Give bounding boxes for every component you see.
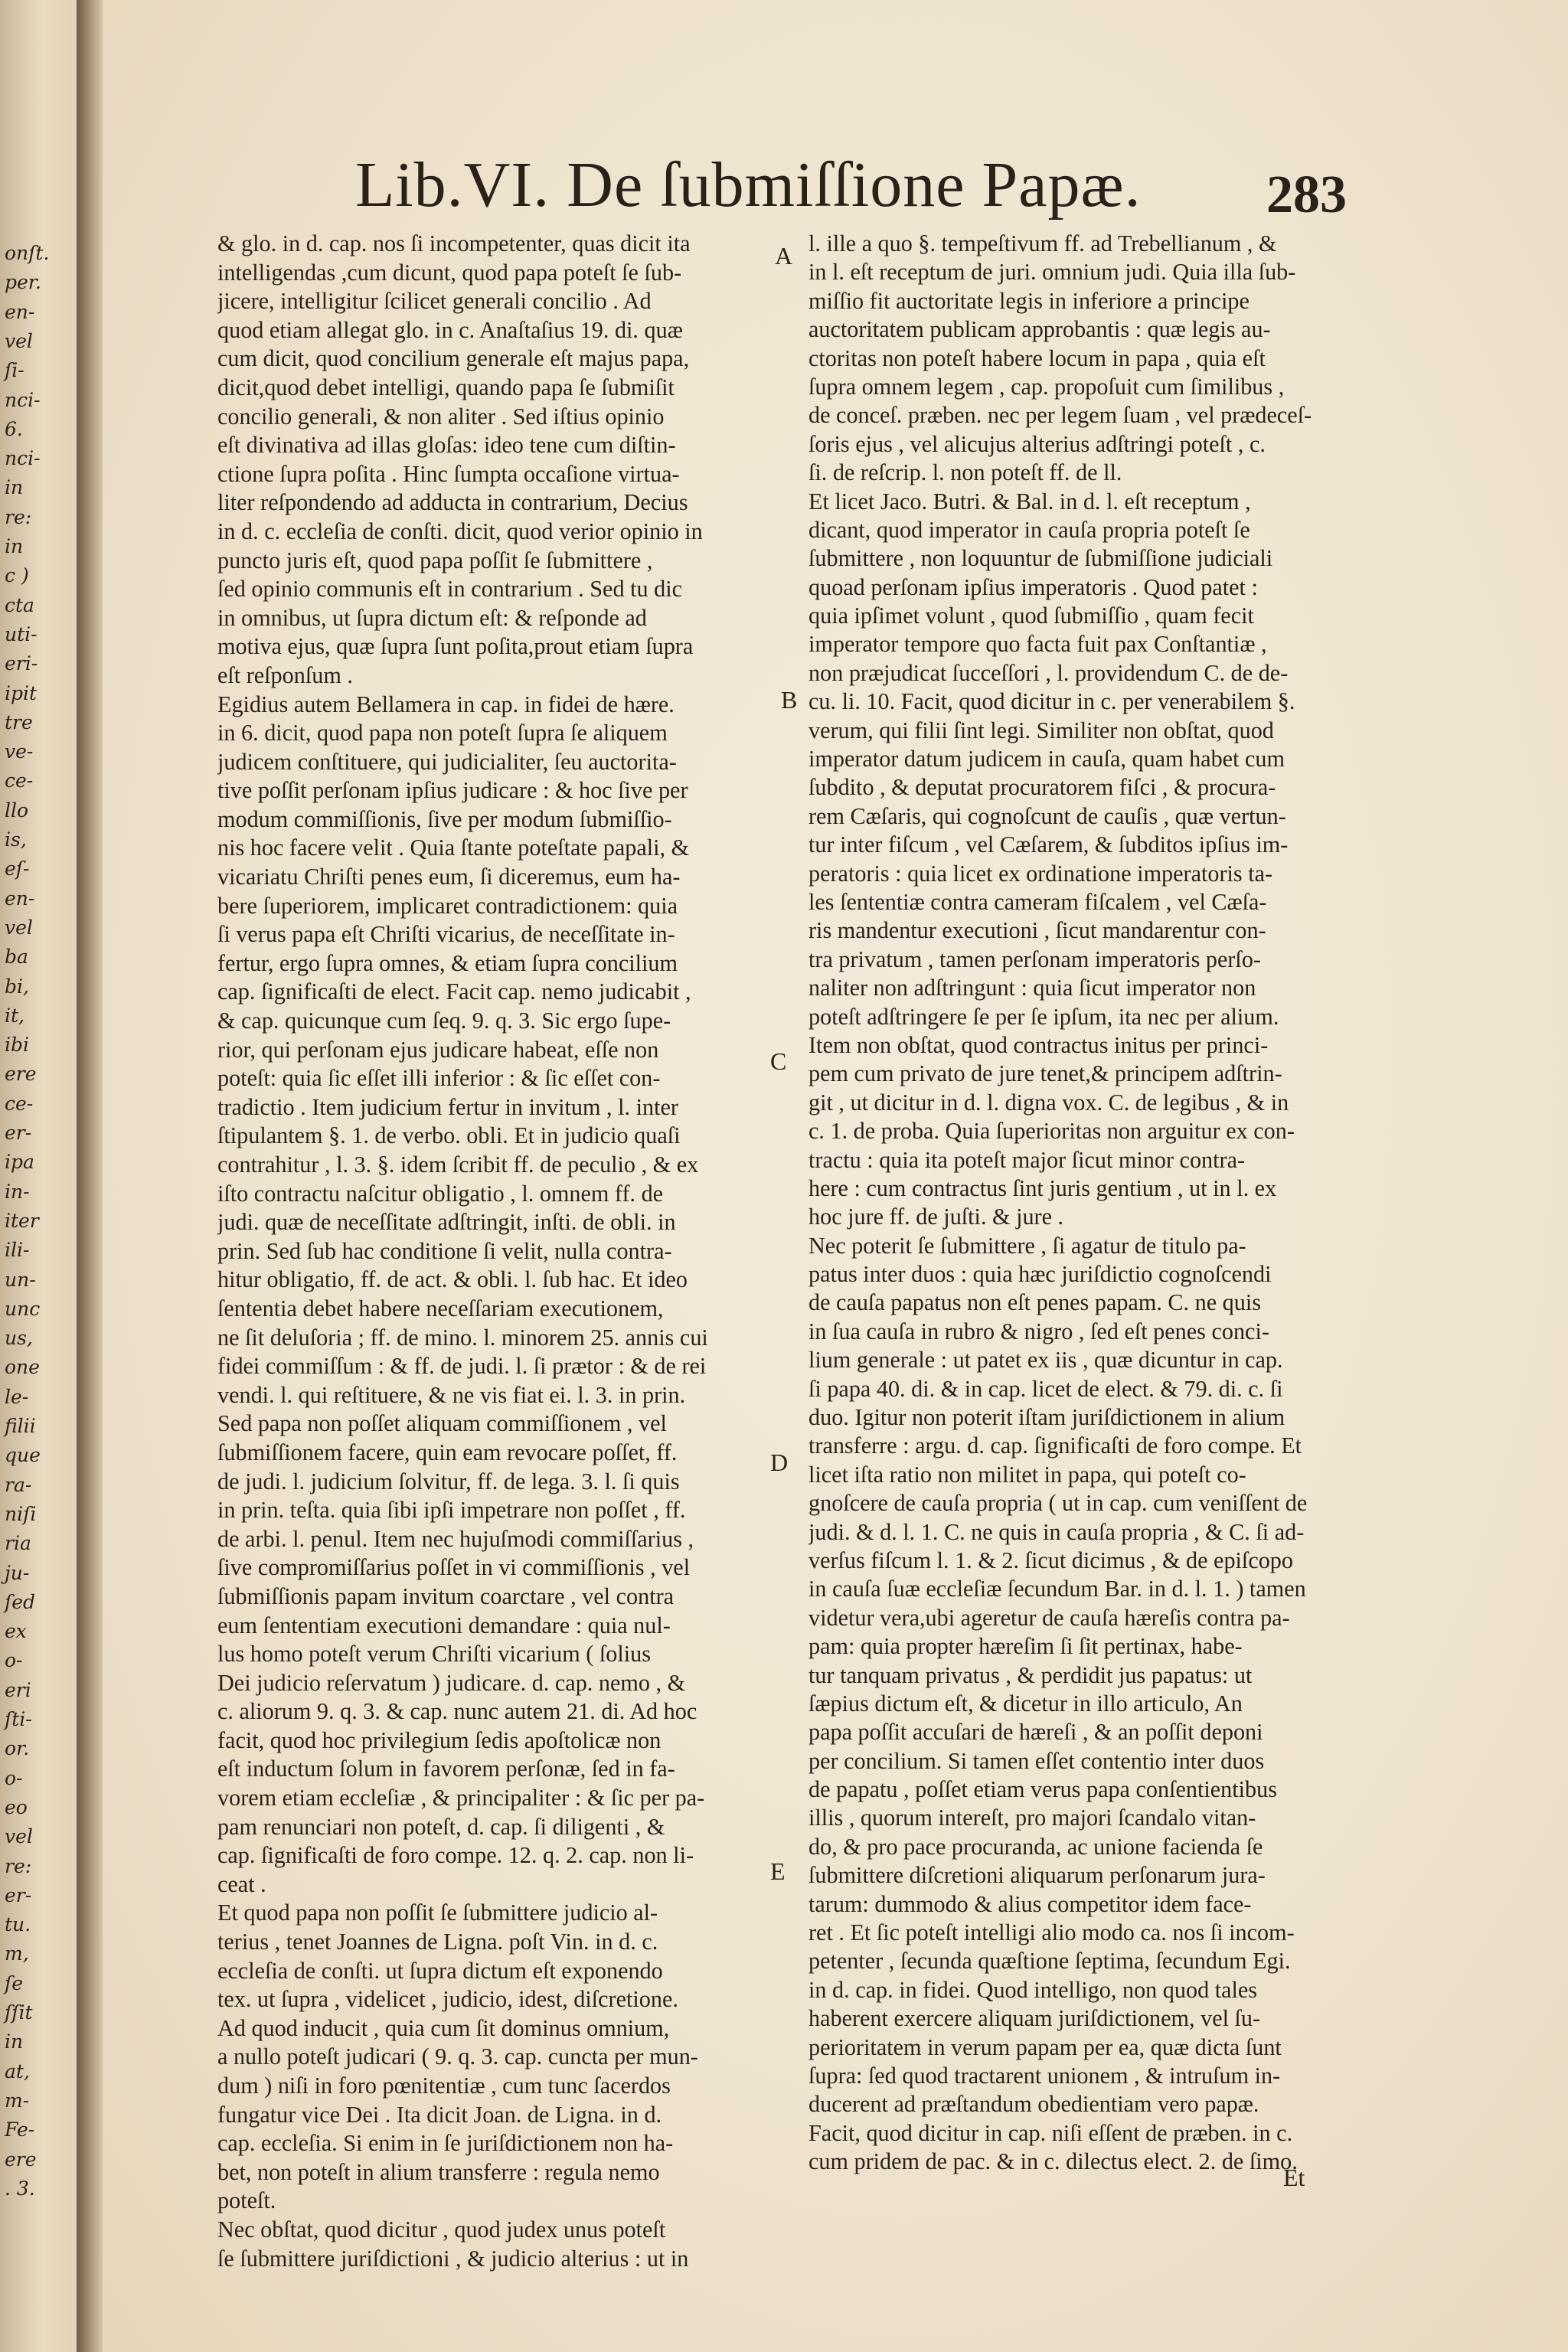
- text-line: bet, non poteſt in alium transferre : regula nemo: [217, 2158, 660, 2185]
- text-line: cum dicit, quod concilium generale eſt majus papa,: [217, 345, 690, 372]
- text-line: tive poſſit perſonam ipſius judicare : & hoc ſive per: [217, 777, 688, 804]
- facing-page-fragment: niſi: [5, 1502, 37, 1525]
- text-line: in 6. dicit, quod papa non poteſt ſupra ſe aliquem: [217, 720, 668, 746]
- facing-page-fragment: ex: [5, 1620, 27, 1643]
- text-line: Nec poterit ſe ſubmittere , ſi agatur de titulo pa-: [808, 1232, 1246, 1259]
- text-line: hoc jure ff. de juſti. & jure .: [808, 1204, 1064, 1230]
- facing-page-fragment: le-: [5, 1385, 29, 1408]
- facing-page-fragment: ſe: [5, 1971, 24, 1994]
- facing-page-fragment: vel: [5, 1825, 33, 1848]
- facing-page-fragment: ere: [5, 2148, 37, 2171]
- text-line: judi. & d. l. 1. C. ne quis in cauſa propria , & C. ſi ad-: [808, 1518, 1305, 1545]
- facing-page-fragment: ce-: [5, 769, 34, 792]
- text-line: c. aliorum 9. q. 3. & cap. nunc autem 21. di. Ad hoc: [217, 1698, 697, 1725]
- text-line: ſubdito , & deputat procuratorem fiſci , & procura-: [808, 774, 1276, 801]
- text-line: do, & pro pace procuranda, ac unione facienda ſe: [808, 1833, 1263, 1860]
- facing-page-fragment: ſi-: [5, 359, 24, 382]
- text-line: imperator tempore quo facta fuit pax Conſtantiæ ,: [808, 631, 1267, 658]
- margin-letter-d: D: [770, 1449, 789, 1476]
- text-line: l. ille a quo §. tempeſtivum ff. ad Trebellianum , &: [808, 230, 1277, 256]
- text-line: ſi verus papa eſt Chriſti vicarius, de neceſſitate in-: [217, 921, 675, 948]
- facing-page-fragment: at,: [5, 2060, 30, 2082]
- text-line: in l. eſt receptum de juri. omnium judi. Quia illa ſub-: [808, 259, 1296, 286]
- facing-page-fragment: in-: [5, 1180, 30, 1203]
- text-line: tra privatum , tamen perſonam imperatoris perſo-: [808, 946, 1261, 972]
- book-gutter: [77, 0, 103, 2352]
- text-line: pam: quia propter hæreſim ſi ſit pertinax, habe-: [808, 1633, 1243, 1660]
- text-line: here : cum contractus ſint juris gentium , ut in l. ex: [808, 1174, 1277, 1201]
- text-line: cap. eccleſia. Si enim in ſe juriſdictionem non ha-: [217, 2130, 674, 2157]
- facing-page-fragment: ibi: [5, 1034, 29, 1057]
- book-page: [103, 0, 1568, 2352]
- right-text-column: [808, 230, 1472, 2177]
- facing-page-fragment: ra-: [5, 1473, 32, 1496]
- text-line: in omnibus, ut ſupra dictum eſt: & reſponde ad: [217, 604, 647, 631]
- facing-page-fragment: que: [5, 1444, 41, 1467]
- text-line: ſupra omnem legem , cap. propoſuit cum ſimilibus ,: [808, 373, 1285, 400]
- text-line: ſtipulantem §. 1. de verbo. obli. Et in judicio quaſi: [217, 1122, 681, 1149]
- text-line: Nec obſtat, quod dicitur , quod judex unus poteſt: [217, 2216, 666, 2243]
- text-line: videtur vera,ubi ageretur de cauſa hæreſis contra pa-: [808, 1604, 1290, 1631]
- text-line: Item non obſtat, quod contractus initus per princi-: [808, 1031, 1269, 1058]
- text-line: quod etiam allegat glo. in c. Anaſtaſius 19. di. quæ: [217, 316, 683, 343]
- text-line: ducerent ad præſtandum obedientiam vero papæ.: [808, 2091, 1259, 2118]
- facing-page-fragment: ba: [5, 946, 28, 969]
- facing-page-fragment: er-: [5, 1883, 32, 1906]
- facing-page-fragment: llo: [5, 799, 29, 822]
- text-line: Sed papa non poſſet aliquam commiſſionem , vel: [217, 1410, 667, 1437]
- text-line: rem Cæſaris, qui cognoſcunt de cauſis , quæ vertun-: [808, 802, 1286, 829]
- text-line: dicit,quod debet intelligi, quando papa ſe ſubmiſit: [217, 374, 675, 400]
- facing-page-fragment: en-: [5, 887, 35, 910]
- text-line: in ſua cauſa in rubro & nigro , ſed eſt penes conci-: [808, 1318, 1269, 1344]
- facing-page-fragment: one: [5, 1356, 40, 1379]
- text-line: pem cum privato de jure tenet,& principem adſtrin-: [808, 1060, 1282, 1087]
- text-line: ſe ſubmittere juriſdictioni , & judicio alterius : ut in: [217, 2245, 689, 2272]
- text-line: Dei judicio reſervatum ) judicare. d. cap. nemo , &: [217, 1669, 686, 1696]
- text-line: illis , quorum intereſt, pro majori ſcandalo vitan-: [808, 1805, 1256, 1831]
- text-line: duo. Igitur non poterit iſtam juriſdictionem in alium: [808, 1404, 1285, 1431]
- text-line: perioritatem in verum papam per ea, quæ dicta ſunt: [808, 2034, 1282, 2060]
- facing-page-fragment: in: [5, 2030, 24, 2053]
- facing-page-fragment: it,: [5, 1004, 24, 1027]
- text-line: judicem conſtituere, qui judicialiter, ſeu auctorita-: [217, 748, 677, 775]
- text-line: ſi. de reſcrip. l. non poteſt ff. de ll.: [808, 459, 1122, 486]
- text-line: verſus fiſcum l. 1. & 2. ſicut dicimus , & de epiſcopo: [808, 1547, 1293, 1573]
- text-line: naliter non adſtringunt : quia ſicut imperator non: [808, 975, 1256, 1001]
- facing-page-fragment: re:: [5, 1854, 32, 1877]
- margin-letter-b: B: [781, 686, 798, 714]
- text-line: papa poſſit accuſari de hæreſi , & an poſſit deponi: [808, 1719, 1263, 1746]
- text-line: & glo. in d. cap. nos ſi incompetenter, quas dicit ita: [217, 230, 691, 256]
- facing-page-fragment: . 3.: [5, 2177, 35, 2200]
- text-line: ne ſit deluſoria ; ff. de mino. l. minorem 25. annis cui: [217, 1324, 708, 1351]
- text-line: nis hoc facere velit . Quia ſtante poteſtate papali, &: [217, 835, 690, 861]
- facing-page-fragment: ipit: [5, 681, 38, 704]
- facing-page-fragment: ſed: [5, 1590, 36, 1613]
- facing-page-fragment: ſſit: [5, 2001, 33, 2024]
- text-line: quoad perſonam ipſius imperatoris . Quod patet :: [808, 573, 1258, 600]
- text-line: Facit, quod dicitur in cap. niſi eſſent de præben. in c.: [808, 2119, 1293, 2146]
- text-line: git , ut dicitur in d. l. digna vox. C. de legibus , & in: [808, 1089, 1289, 1116]
- text-line: ſubmiſſionem facere, quin eam revocare poſſet, ff.: [217, 1439, 678, 1465]
- text-line: fidei commiſſum : & ff. de judi. l. ſi prætor : & de rei: [217, 1353, 707, 1380]
- text-line: cap. ſignificaſti de elect. Facit cap. nemo judicabit ,: [217, 978, 691, 1005]
- text-line: per concilium. Si tamen eſſet contentio inter duos: [808, 1747, 1265, 1774]
- facing-page-fragment: in: [5, 535, 24, 557]
- text-line: de papatu , poſſet etiam verus papa conſentientibus: [808, 1776, 1277, 1803]
- text-line: imperator datum judicem in cauſa, quam habet cum: [808, 746, 1285, 773]
- text-line: licet iſta ratio non militet in papa, qui poteſt co-: [808, 1461, 1246, 1488]
- text-line: modum commiſſionis, ſive per modum ſubmiſſio-: [217, 805, 672, 832]
- text-line: judi. quæ de neceſſitate adſtringit, inſti. de obli. in: [217, 1209, 676, 1236]
- text-line: verum, qui filii ſint legi. Similiter non obſtat, quod: [808, 717, 1274, 743]
- text-line: de arbi. l. penul. Item nec hujuſmodi commiſſarius ,: [217, 1525, 694, 1552]
- facing-page-fragment: nci-: [5, 388, 41, 411]
- text-line: bere ſuperiorem, implicaret contradictionem: quia: [217, 892, 678, 919]
- facing-page-fragment: onſt.: [5, 242, 50, 264]
- text-line: ſubmiſſionis papam invitum coarctare , vel contra: [217, 1583, 675, 1609]
- text-line: ctoritas non poteſt habere locum in papa , quia eſt: [808, 345, 1266, 371]
- facing-page-fragment: tu.: [5, 1913, 31, 1936]
- text-line: poteſt: quia ſic eſſet illi inferior : & ſic eſſet con-: [217, 1065, 661, 1092]
- text-line: iſto contractu naſcitur obligatio , l. omnem ff. de: [217, 1180, 664, 1207]
- margin-letter-e: E: [770, 1857, 786, 1885]
- text-line: in d. cap. in fidei. Quod intelligo, non quod tales: [808, 1976, 1258, 2003]
- text-line: ſubmittere diſcretioni aliquarum perſonarum jura-: [808, 1862, 1266, 1889]
- text-line: puncto juris eſt, quod papa poſſit ſe ſubmittere ,: [217, 547, 653, 573]
- facing-page-fragment: cta: [5, 593, 34, 616]
- text-line: dum ) niſi in foro pœnitentiæ , cum tunc ſacerdos: [217, 2073, 671, 2099]
- text-line: tur tanquam privatus , & perdidit jus papatus: ut: [808, 1661, 1253, 1688]
- text-line: dicant, quod imperator in cauſa propria poteſt ſe: [808, 516, 1250, 543]
- text-line: Egidius autem Bellamera in cap. in fidei de hære.: [217, 691, 675, 717]
- text-line: ſoris ejus , vel alicujus alterius adſtringi poteſt , c.: [808, 430, 1266, 457]
- text-line: tur inter fiſcum , vel Cæſarem, & ſubditos ipſius im-: [808, 831, 1289, 858]
- margin-letter-a: A: [775, 242, 793, 270]
- text-line: jicere, intelligitur ſcilicet generali concilio . Ad: [217, 288, 652, 315]
- facing-page-edge: [0, 0, 77, 2352]
- facing-page-fragment: c ): [5, 564, 29, 587]
- text-line: vicariatu Chriſti penes eum, ſi diceremus, eum ha-: [217, 864, 681, 890]
- text-line: motiva ejus, quæ ſupra ſunt poſita,prout etiam ſupra: [217, 633, 694, 660]
- text-line: ſubmittere , non loquuntur de ſubmiſſione judiciali: [808, 545, 1273, 572]
- catchword: Et: [1283, 2164, 1305, 2191]
- facing-page-fragment: is,: [5, 828, 27, 851]
- facing-page-fragment: ce-: [5, 1092, 34, 1115]
- page-number: 283: [1266, 165, 1347, 224]
- facing-page-fragment: ve-: [5, 740, 34, 763]
- text-line: ſententia debet habere neceſſariam executionem,: [217, 1295, 664, 1321]
- facing-page-fragment: m,: [5, 1942, 29, 1965]
- text-line: ret . Et ſic poteſt intelligi alio modo ca. nos ſi incom-: [808, 1919, 1295, 1946]
- text-line: lus homo poteſt verum Chriſti vicarium ( ſolius: [217, 1641, 651, 1668]
- facing-page-fragment: o-: [5, 1649, 23, 1672]
- text-line: eſt inductum ſolum in favorem perſonæ, ſed in fa-: [217, 1756, 675, 1782]
- text-line: c. 1. de proba. Quia ſuperioritas non arguitur ex con-: [808, 1118, 1295, 1145]
- facing-page-fragment: in: [5, 476, 24, 499]
- text-line: eum ſententiam executioni demandare : quia nul-: [217, 1612, 671, 1638]
- text-line: tractu : quia ita poteſt major ſicut minor contra-: [808, 1146, 1246, 1173]
- text-line: ris mandentur executioni , ſicut mandarentur con-: [808, 917, 1266, 944]
- text-line: contrahitur , l. 3. §. idem ſcribit ff. de peculio , & ex: [217, 1152, 699, 1178]
- text-line: de cauſa papatus non eſt penes papam. C. ne quis: [808, 1289, 1261, 1316]
- running-head: Lib.VI. De ſubmiſſione Papæ.: [355, 149, 1142, 220]
- text-line: quia ipſimet volunt , quod ſubmiſſio , quam fecit: [808, 603, 1254, 629]
- facing-page-fragment: uti-: [5, 622, 38, 645]
- text-line: tarum: dummodo & alius competitor idem face-: [808, 1890, 1252, 1917]
- facing-page-fragment: un-: [5, 1268, 36, 1291]
- text-line: fertur, ergo ſupra omnes, & etiam ſupra concilium: [217, 949, 678, 976]
- facing-page-fragment: m-: [5, 2089, 30, 2112]
- facing-page-fragment: eo: [5, 1795, 28, 1818]
- facing-page-fragment: eri-: [5, 652, 38, 675]
- facing-page-fragment: tre: [5, 710, 33, 733]
- text-line: les ſententiæ contra cameram fiſcalem , vel Cæſa-: [808, 888, 1267, 915]
- facing-page-fragment: ili-: [5, 1239, 30, 1262]
- text-line: poteſt adſtringere ſe per ſe ipſum, ita nec per alium.: [808, 1003, 1279, 1030]
- text-line: ſed opinio communis eſt in contrarium . Sed tu dic: [217, 576, 683, 603]
- text-line: eſt divinativa ad illas gloſas: ideo tene cum diſtin-: [217, 432, 676, 459]
- facing-page-fragment: Fe-: [5, 2118, 35, 2141]
- text-line: lium generale : ut patet ex iis , quæ dicuntur in cap.: [808, 1347, 1283, 1374]
- text-line: hitur obligatio, ff. de act. & obli. l. ſub hac. Et ideo: [217, 1266, 688, 1293]
- text-line: & cap. quicunque cum ſeq. 9. q. 3. Sic ergo ſupe-: [217, 1008, 671, 1034]
- text-line: vendi. l. qui reſtituere, & ne vis fiat ei. l. 3. in prin.: [217, 1381, 686, 1408]
- text-line: de judi. l. judicium ſolvitur, ff. de lega. 3. l. ſi quis: [217, 1468, 680, 1494]
- text-line: rior, qui perſonam ejus judicare habeat, eſſe non: [217, 1036, 659, 1063]
- text-line: concilio generali, & non aliter . Sed iſtius opinio: [217, 403, 665, 430]
- facing-page-fragment: 6.: [5, 417, 23, 440]
- facing-page-fragment: ria: [5, 1532, 31, 1555]
- facing-page-fragment: o-: [5, 1766, 23, 1789]
- text-line: eſt reſponſum .: [217, 662, 353, 688]
- text-line: cum pridem de pac. & in c. dilectus elect. 2. de ſimo.: [808, 2148, 1298, 2175]
- text-line: cu. li. 10. Facit, quod dicitur in c. per venerabilem §.: [808, 688, 1295, 715]
- text-line: pam renunciari non poteſt, d. cap. ſi diligenti , &: [217, 1813, 665, 1840]
- facing-page-fragment: or.: [5, 1737, 30, 1760]
- facing-page-fragment: er-: [5, 1122, 32, 1144]
- facing-page-fragment: nci-: [5, 447, 41, 470]
- text-line: cap. ſignificaſti de foro compe. 12. q. 2. cap. non li-: [217, 1842, 694, 1869]
- text-line: prin. Sed ſub hac conditione ſi velit, nulla contra-: [217, 1237, 672, 1264]
- text-line: Ad quod inducit , quia cum ſit dominus omnium,: [217, 2014, 670, 2041]
- facing-page-fragment: filii: [5, 1415, 36, 1437]
- text-line: gnoſcere de cauſa propria ( ut in cap. cum veniſſent de: [808, 1490, 1308, 1517]
- facing-page-fragment: eri: [5, 1678, 31, 1701]
- text-line: peratoris : quia licet ex ordinatione imperatoris ta-: [808, 860, 1273, 887]
- text-line: transferre : argu. d. cap. ſignificaſti de foro compe. Et: [808, 1432, 1302, 1459]
- facing-page-fragment: re:: [5, 505, 32, 528]
- text-line: auctoritatem publicam approbantis : quæ legis au-: [808, 316, 1271, 343]
- facing-page-fragment: vel: [5, 329, 33, 352]
- facing-page-fragment: ſti-: [5, 1708, 32, 1730]
- text-line: ſupra: ſed quod tractarent unionem , & intruſum in-: [808, 2063, 1281, 2089]
- facing-page-fragment: en-: [5, 300, 35, 323]
- facing-page-fragment: iter: [5, 1209, 39, 1232]
- text-line: non præjudicat ſucceſſori , l. providendum C. de de-: [808, 659, 1289, 686]
- text-line: fungatur vice Dei . Ita dicit Joan. de Ligna. in d.: [217, 2101, 662, 2128]
- text-line: ſæpius dictum eſt, & dicetur in illo articulo, An: [808, 1690, 1243, 1717]
- text-line: ceat .: [217, 1870, 266, 1897]
- facing-page-fragment: ere: [5, 1063, 37, 1086]
- margin-letter-c: C: [770, 1047, 787, 1075]
- text-line: vorem etiam eccleſiæ , & principaliter : & ſic per pa-: [217, 1785, 705, 1811]
- text-line: in cauſa ſuæ eccleſiæ ſecundum Bar. in d. l. 1. ) tamen: [808, 1576, 1306, 1602]
- text-line: eccleſia de conſti. ut ſupra dictum eſt exponendo: [217, 1957, 663, 1984]
- text-line: a nullo poteſt judicari ( 9. q. 3. cap. cuncta per mun-: [217, 2043, 698, 2070]
- facing-page-fragment: us,: [5, 1327, 33, 1350]
- text-line: facit, quod hoc privilegium ſedis apoſtolicæ non: [217, 1726, 662, 1753]
- text-line: tex. ut ſupra , videlicet , judicio, idest, diſcretione.: [217, 1986, 678, 2013]
- facing-page-fragment: ipa: [5, 1151, 34, 1174]
- text-line: ctione ſupra poſita . Hinc ſumpta occaſione virtua-: [217, 460, 680, 487]
- text-line: Et licet Jaco. Butri. & Bal. in d. l. eſt receptum ,: [808, 488, 1251, 514]
- text-line: patus inter duos : quia hæc juriſdictio cognoſcendi: [808, 1261, 1272, 1288]
- text-line: liter reſpondendo ad adducta in contrarium, Decius: [217, 489, 688, 516]
- text-line: intelligendas ,cum dicunt, quod papa poteſt ſe ſub-: [217, 259, 682, 286]
- text-line: ſi papa 40. di. & in cap. licet de elect. & 79. di. c. ſi: [808, 1375, 1283, 1402]
- text-line: de conceſ. præben. nec per legem ſuam , vel prædeceſ-: [808, 402, 1312, 429]
- text-line: in d. c. eccleſia de conſti. dicit, quod verior opinio in: [217, 518, 703, 544]
- text-line: Et quod papa non poſſit ſe ſubmittere judicio al-: [217, 1900, 658, 1926]
- text-line: miſſio fit auctoritate legis in inferiore a principe: [808, 287, 1250, 314]
- facing-page-fragment: eſ-: [5, 858, 30, 880]
- text-line: in prin. teſta. quia ſibi ipſi impetrare non poſſet , ff.: [217, 1497, 686, 1524]
- text-line: poteſt.: [217, 2187, 276, 2214]
- text-line: petenter , ſecunda quæſtione ſeptima, ſecundum Egi.: [808, 1948, 1291, 1975]
- text-line: tradictio . Item judicium fertur in invitum , l. inter: [217, 1093, 678, 1120]
- text-line: terius , tenet Joannes de Ligna. poſt Vin. in d. c.: [217, 1929, 658, 1955]
- facing-page-fragment: unc: [5, 1297, 41, 1320]
- facing-page-fragment: ju-: [5, 1561, 30, 1584]
- facing-page-fragment: per.: [5, 271, 41, 294]
- facing-page-fragment: bi,: [5, 975, 29, 998]
- facing-page-fragment: vel: [5, 916, 33, 939]
- text-line: haberent exercere aliquam juriſdictionem, vel ſu-: [808, 2005, 1261, 2032]
- text-line: ſive compromiſſarius poſſet in vi commiſſionis , vel: [217, 1554, 691, 1581]
- left-text-column: [217, 230, 884, 2273]
